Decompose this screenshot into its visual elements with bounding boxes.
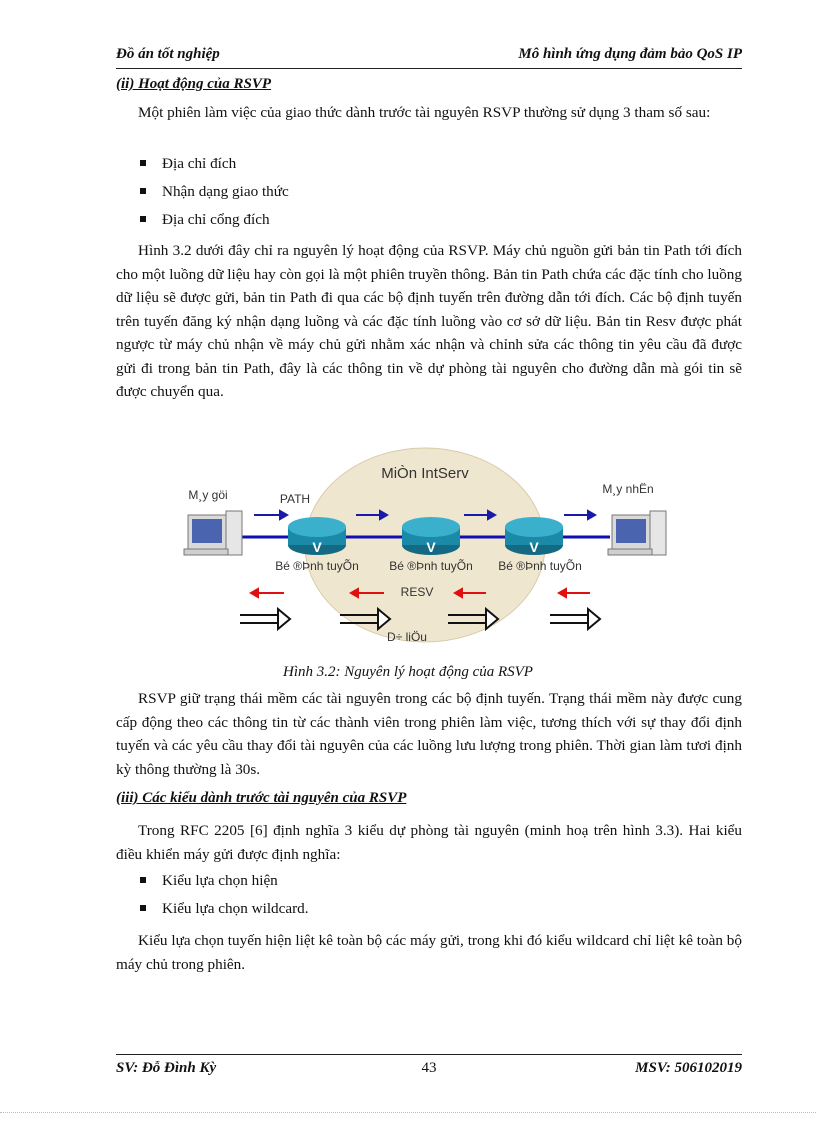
- section-iii-title: (iii) Các kiểu dành trước tài nguyên của RSVP: [116, 790, 407, 806]
- bullet-item: Địa chỉ đích: [140, 155, 236, 173]
- figure-caption: Hình 3.2: Nguyên lý hoạt động của RSVP: [283, 664, 533, 680]
- page-header: [116, 46, 742, 68]
- router-label: Bé ®Þnh tuyÕn: [498, 559, 582, 573]
- rsvp-diagram: [180, 445, 670, 645]
- router-icon: [402, 517, 460, 555]
- page-footer: [116, 1060, 742, 1082]
- receiver-label: M¸y nhËn: [602, 482, 654, 496]
- paragraph-2: Hình 3.2 dưới đây chỉ ra nguyên lý hoạt động của RSVP. Máy chủ nguồn gửi bản tin Path tới đích cho một luồng dữ liệu hay còn gọi là một phiên truyền thông. Bản tin Path chứa các đặc tính cho luồng dữ liệu sẽ được gửi, bản tin Path đi qua các bộ định tuyến trên đường dẫn tới đích. Các bộ định tuyến trên tuyến đăng ký nhận dạng luồng và các đặc tính luồng vào cơ sở dữ liệu. Bản tin Resv được phát ngược từ máy chủ nhận về máy chủ gửi nhằm xác nhận và chỉnh sửa các thông tin yêu cầu đã được gửi đi trong bản tin Path, đây là các thông tin về dự phòng tài nguyên cho đường dẫn mà gói tin sẽ được chuyển qua.: [116, 242, 742, 400]
- sender-computer-icon: [184, 511, 242, 555]
- header-right: Mô hình ứng dụng đảm bảo QoS IP: [518, 46, 742, 62]
- header-left: Đồ án tốt nghiệp: [116, 46, 220, 62]
- router-icon: [505, 517, 563, 555]
- paragraph-5: Kiểu lựa chọn tuyến hiện liệt kê toàn bộ các máy gửi, trong khi đó kiểu wildcard chỉ liệt kê toàn bộ máy chủ trong phiên.: [116, 932, 742, 973]
- paragraph-3: RSVP giữ trạng thái mềm các tài nguyên trong các bộ định tuyến. Trạng thái mềm này được cung cấp động theo các thông tin từ các thành viên trong phiên làm việc, tương thích với sự thay đổi định tuyến và các yêu cầu thay đổi tài nguyên của các luồng lưu lượng trong phiên. Thời gian làm tươi định kỳ thông thường là 30s.: [116, 690, 742, 778]
- svg-text:V: V: [529, 539, 539, 555]
- svg-text:V: V: [426, 539, 436, 555]
- bullet-icon: [140, 216, 146, 222]
- page-number: 43: [421, 1060, 437, 1076]
- paragraph-4: Trong RFC 2205 [6] định nghĩa 3 kiểu dự phòng tài nguyên (minh hoạ trên hình 3.3). Hai kiểu điều khiển máy gửi được định nghĩa:: [116, 822, 742, 863]
- footer-student: SV: Đỗ Đình Kỳ: [116, 1060, 217, 1076]
- bullet-item: Địa chỉ cổng đích: [140, 211, 270, 229]
- sender-label: M¸y göi: [188, 488, 228, 502]
- bullet-icon: [140, 877, 146, 883]
- bullet-item: Kiểu lựa chọn wildcard.: [140, 900, 309, 918]
- footer-rule: [116, 1054, 742, 1055]
- bullet-item: Nhận dạng giao thức: [140, 183, 289, 201]
- router-label: Bé ®Þnh tuyÕn: [275, 559, 359, 573]
- path-label: PATH: [279, 492, 311, 506]
- domain-label: MiÒn IntServ: [381, 465, 469, 482]
- header-rule: [116, 68, 742, 69]
- svg-text:V: V: [312, 539, 322, 555]
- footer-student-id: MSV: 506102019: [635, 1060, 742, 1076]
- data-label: D÷ liÖu: [387, 630, 427, 644]
- bullet-item: Kiểu lựa chọn hiện: [140, 872, 278, 890]
- bullet-icon: [140, 188, 146, 194]
- bullet-icon: [140, 160, 146, 166]
- router-icon: [288, 517, 346, 555]
- router-label: Bé ®Þnh tuyÕn: [389, 559, 473, 573]
- resv-label: RESV: [400, 585, 434, 599]
- receiver-computer-icon: [608, 511, 666, 555]
- paragraph-1: Một phiên làm việc của giao thức dành trước tài nguyên RSVP thường sử dụng 3 tham số sau:: [138, 104, 711, 121]
- bullet-icon: [140, 905, 146, 911]
- section-ii-title: (ii) Hoạt động của RSVP: [116, 76, 272, 92]
- page-edge-divider: [0, 1112, 816, 1113]
